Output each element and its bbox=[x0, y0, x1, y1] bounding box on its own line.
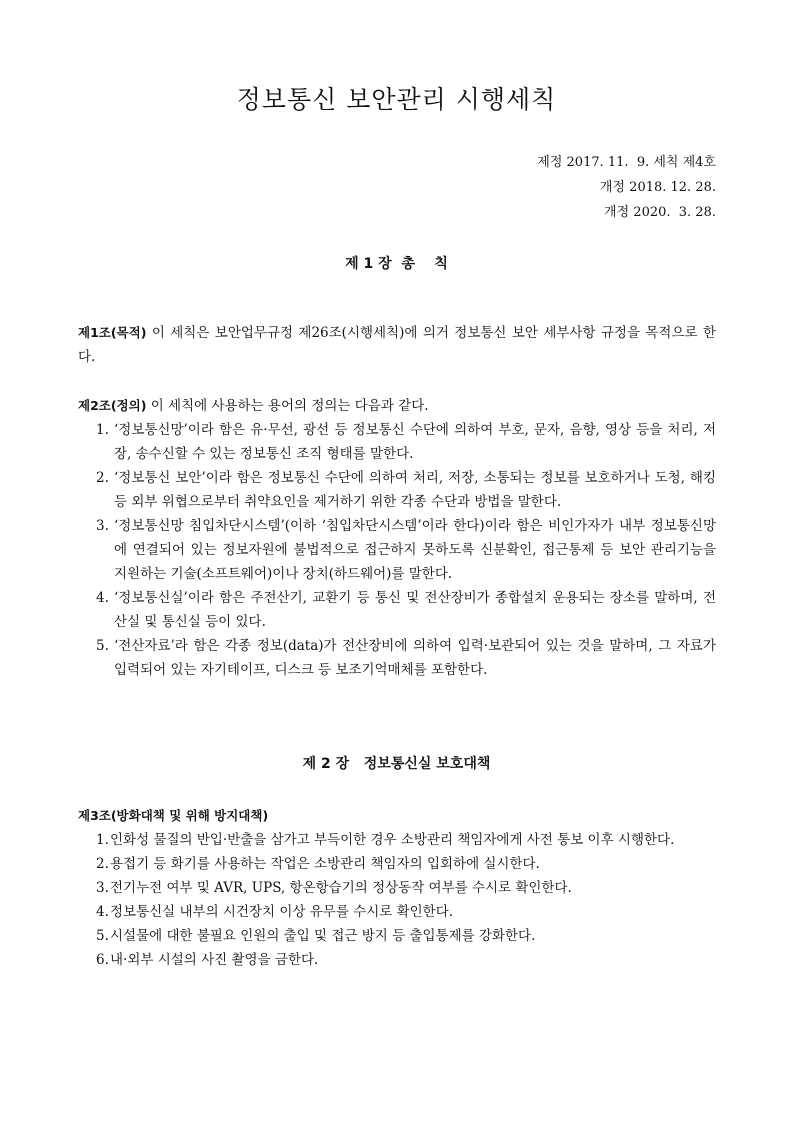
article-3-items bbox=[78, 828, 716, 972]
article-1-text: 이 세칙은 보안업무규정 제26조(시행세칙)에 의거 정보통신 보안 세부사항 규정을 목적으로 한다. bbox=[78, 325, 716, 365]
item-text: 인화성 물질의 반입·반출을 삼가고 부득이한 경우 소방관리 책임자에게 사전 통보 이후 시행한다. bbox=[110, 832, 675, 848]
item-number: 4. bbox=[96, 904, 109, 920]
item-number: 6. bbox=[96, 952, 109, 968]
article-2 bbox=[78, 394, 716, 682]
list-item bbox=[78, 876, 716, 900]
list-item bbox=[78, 586, 716, 634]
list-item bbox=[78, 828, 716, 852]
item-number: 2. bbox=[96, 470, 109, 486]
item-text: ‘정보통신망’이라 함은 유·무선, 광선 등 정보통신 수단에 의하여 부호, 문자, 음향, 영상 등을 처리, 저장, 송수신할 수 있는 정보통신 조직 형태를 말한다. bbox=[114, 422, 716, 462]
item-number: 5. bbox=[96, 638, 109, 654]
document-title: 정보통신 보안관리 시행세칙 bbox=[236, 85, 557, 114]
item-text: 정보통신실 내부의 시건장치 이상 유무를 수시로 확인한다. bbox=[110, 904, 454, 920]
chapter-1-heading: 제 1 장 총 칙 bbox=[345, 256, 448, 272]
article-2-text: 이 세칙에 사용하는 용어의 정의는 다음과 같다. bbox=[146, 398, 429, 414]
article-2-items bbox=[78, 418, 716, 682]
list-item bbox=[78, 924, 716, 948]
article-1 bbox=[78, 321, 716, 369]
article-3-body bbox=[78, 804, 716, 828]
list-item bbox=[78, 948, 716, 972]
item-text: 내·외부 시설의 사진 촬영을 금한다. bbox=[110, 952, 319, 968]
history-line: 제정 2017. 11. 9. 세칙 제4호 bbox=[537, 155, 716, 170]
article-1-number: 제1조(목적) bbox=[78, 325, 147, 340]
chapter-2-heading: 제 2 장 정보통신실 보호대책 bbox=[302, 756, 491, 772]
item-text: 용접기 등 화기를 사용하는 작업은 소방관리 책임자의 입회하에 실시한다. bbox=[110, 856, 540, 872]
item-number: 1. bbox=[96, 422, 109, 438]
item-number: 2. bbox=[96, 856, 109, 872]
history-line: 개정 2020. 3. 28. bbox=[604, 205, 716, 220]
list-item bbox=[78, 634, 716, 682]
list-item bbox=[78, 852, 716, 876]
list-item bbox=[78, 418, 716, 466]
list-item bbox=[78, 900, 716, 924]
article-1-body bbox=[78, 321, 716, 369]
revision-history bbox=[537, 150, 716, 225]
item-number: 3. bbox=[96, 518, 109, 534]
item-text: ‘정보통신망 침입차단시스템’(이하 ‘침입차단시스템’이라 한다)이라 함은 비인가자가 내부 정보통신망에 연결되어 있는 정보자원에 불법적으로 접근하지 못하도록 신분확인, 접근통제 등 보안 관리기능을 지원하는 기술(소프트웨어)이나 장치(하드웨어)를 말한다. bbox=[114, 518, 716, 582]
item-text: ‘정보통신실’이라 함은 주전산기, 교환기 등 통신 및 전산장비가 종합설치 운용되는 장소를 말하며, 전산실 및 통신실 등이 있다. bbox=[114, 590, 716, 630]
article-3-number: 제3조(방화대책 및 위해 방지대책) bbox=[78, 808, 269, 823]
article-2-number: 제2조(정의) bbox=[78, 398, 147, 413]
item-text: 전기누전 여부 및 AVR, UPS, 항온항습기의 정상동작 여부를 수시로 확인한다. bbox=[110, 880, 572, 896]
item-text: 시설물에 대한 불필요 인원의 출입 및 접근 방지 등 출입통제를 강화한다. bbox=[110, 928, 536, 944]
item-number: 5. bbox=[96, 928, 109, 944]
article-2-body bbox=[78, 394, 716, 418]
list-item bbox=[78, 466, 716, 514]
item-number: 3. bbox=[96, 880, 109, 896]
list-item bbox=[78, 514, 716, 586]
article-3 bbox=[78, 804, 716, 972]
item-text: ‘정보통신 보안’이라 함은 정보통신 수단에 의하여 처리, 저장, 소통되는 정보를 보호하거나 도청, 해킹 등 외부 위협으로부터 취약요인을 제거하기 위한 각종 수단과 방법을 말한다. bbox=[114, 470, 716, 510]
history-line: 개정 2018. 12. 28. bbox=[599, 180, 716, 195]
item-text: ‘전산자료’라 함은 각종 정보(data)가 전산장비에 의하여 입력·보관되어 있는 것을 말하며, 그 자료가 입력되어 있는 자기테이프, 디스크 등 보조기억매체를 포함한다. bbox=[114, 638, 716, 678]
item-number: 1. bbox=[96, 832, 109, 848]
item-number: 4. bbox=[96, 590, 109, 606]
